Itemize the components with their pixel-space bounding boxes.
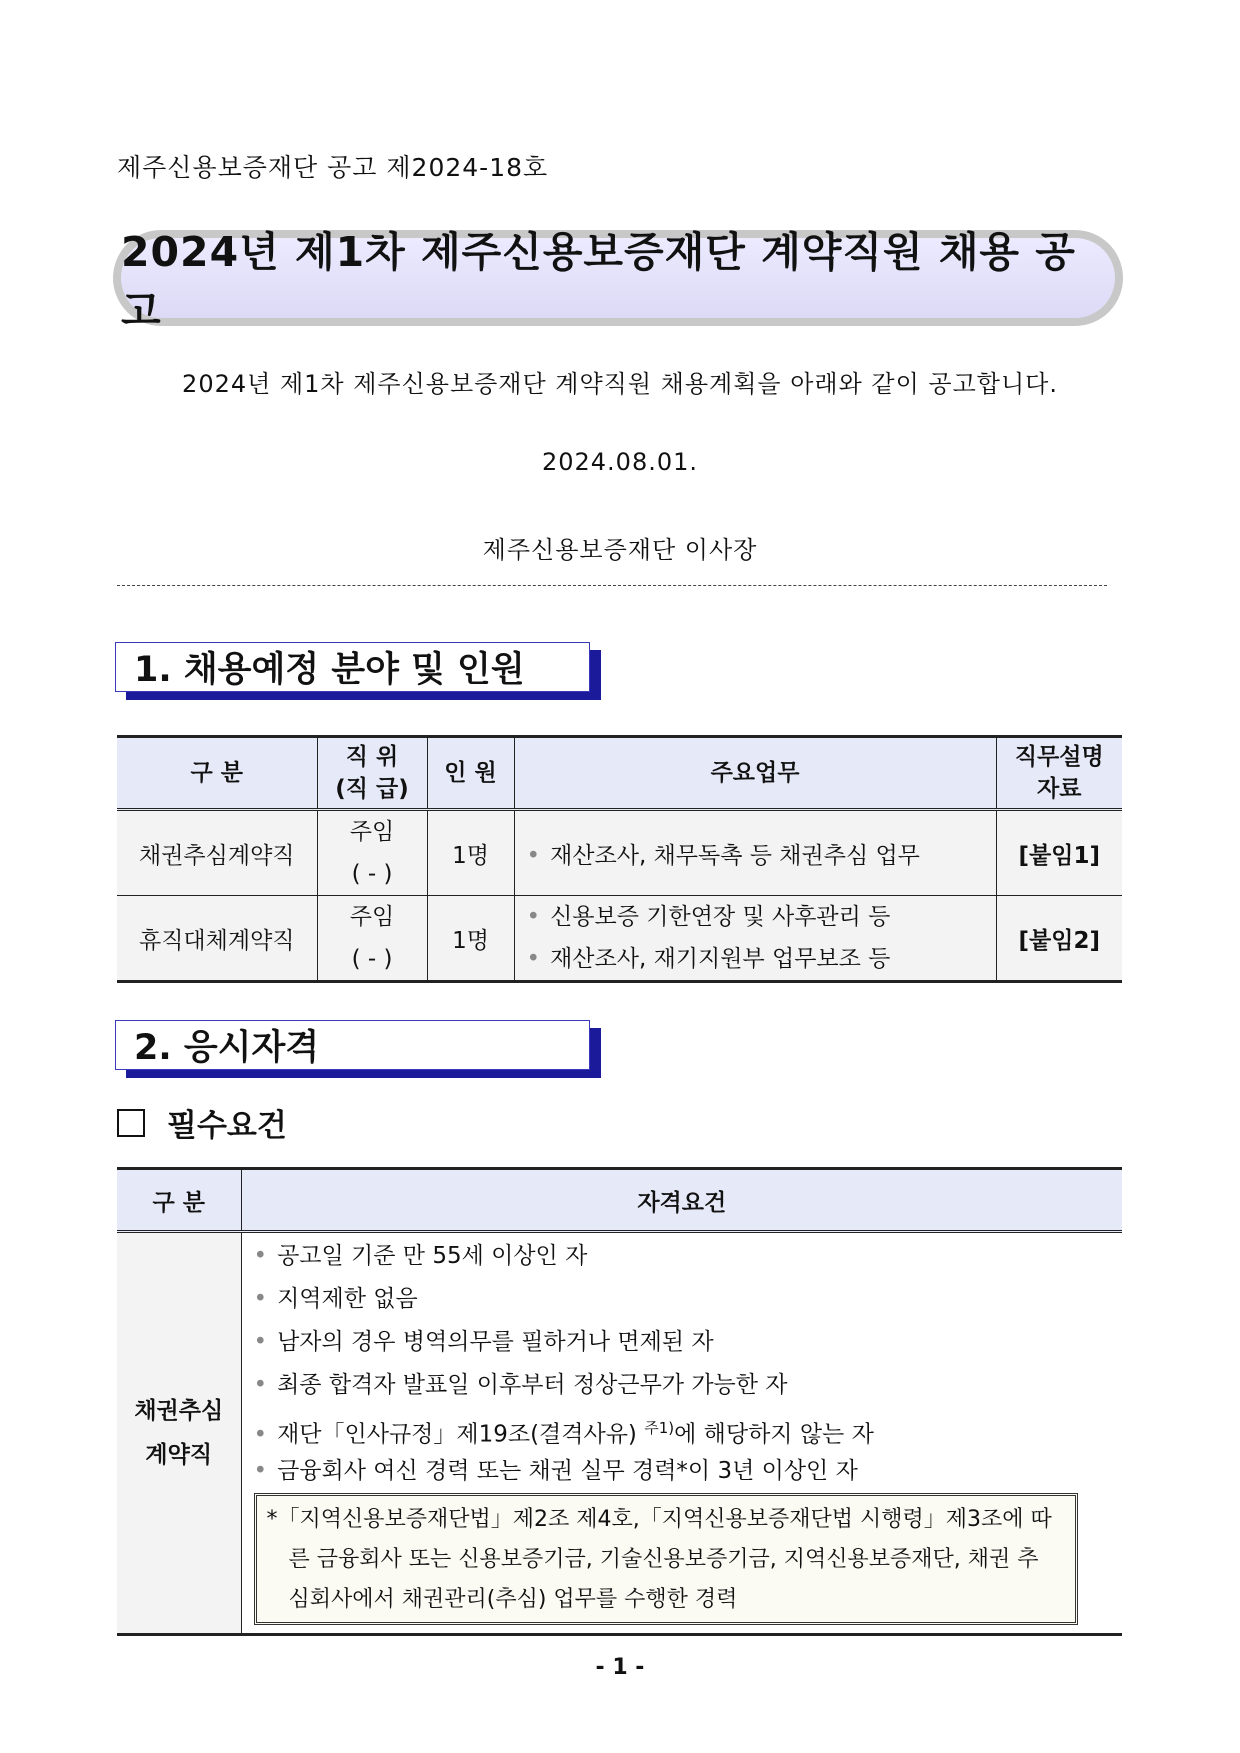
footnote-box: *「지역신용보증재단법」제2조 제4호,「지역신용보증재단법 시행령」제3조에 따 른 금융회사 또는 신용보증기금, 기술신용보증기금, 지역신용보증재단, 채권 추 심회사에서 채권관리(추심) 업무를 수행한 경력 bbox=[254, 1493, 1079, 1625]
recruitment-table bbox=[117, 735, 1122, 983]
list-item: • 공고일 기준 만 55세 이상인 자 bbox=[253, 1243, 588, 1269]
row-attachment: [붙임1] bbox=[996, 810, 1122, 896]
table-header-row bbox=[117, 737, 1122, 810]
header-category: 구 분 bbox=[117, 1169, 241, 1232]
bullet-icon: • bbox=[253, 1243, 268, 1269]
signatory: 제주신용보증재단 이사장 bbox=[482, 536, 758, 564]
list-item: • 재단「인사규정」제19조(결격사유) $^{주1)}$에 해당하지 않는 자 bbox=[253, 1419, 874, 1448]
bullet-icon: • bbox=[253, 1329, 268, 1355]
row-duties: • 신용보증 기한연장 및 사후관리 등 • 재산조사, 재기지원부 업무보조 등 bbox=[514, 896, 996, 982]
qualification-table bbox=[117, 1167, 1122, 1636]
row-attachment: [붙임2] bbox=[996, 896, 1122, 982]
header-attachment: 직무설명 자료 bbox=[996, 737, 1122, 810]
bullet-icon: • bbox=[253, 1458, 268, 1484]
header-requirements: 자격요건 bbox=[241, 1169, 1122, 1232]
header-duties: 주요업무 bbox=[514, 737, 996, 810]
table-row bbox=[117, 896, 1122, 982]
row-headcount: 1명 bbox=[427, 896, 514, 982]
notice-number: 제주신용보증재단 공고 제2024-18호 bbox=[117, 153, 549, 182]
header-position: 직 위 (직 급) bbox=[317, 737, 427, 810]
header-headcount: 인 원 bbox=[427, 737, 514, 810]
table-row bbox=[117, 1232, 1122, 1635]
title-banner bbox=[113, 228, 1123, 335]
footnote-mark: 주1) bbox=[644, 1419, 675, 1437]
document-title: 2024년 제1차 제주신용보증재단 계약직원 채용 공고 bbox=[121, 228, 1076, 335]
list-item: • 지역제한 없음 bbox=[253, 1286, 418, 1312]
subheading-required: 필수요건 bbox=[117, 1100, 287, 1145]
row-position: 주임 ( - ) bbox=[317, 810, 427, 896]
lead-text: 2024년 제1차 제주신용보증재단 계약직원 채용계획을 아래와 같이 공고합니다. bbox=[182, 370, 1058, 398]
bullet-icon: • bbox=[253, 1421, 268, 1448]
row-duties: • 재산조사, 채무독촉 등 채권추심 업무 bbox=[514, 810, 996, 896]
row-category: 채권추심 계약직 bbox=[117, 1232, 241, 1635]
row-headcount: 1명 bbox=[427, 810, 514, 896]
header-category: 구 분 bbox=[117, 737, 317, 810]
bullet-icon: • bbox=[253, 1286, 268, 1312]
list-item: • 금융회사 여신 경력 또는 채권 실무 경력*이 3년 이상인 자 bbox=[253, 1458, 858, 1484]
row-category: 휴직대체계약직 bbox=[117, 896, 317, 982]
section-2-heading: 2. 응시자격 bbox=[115, 1020, 590, 1070]
table-header-row bbox=[117, 1169, 1122, 1232]
bullet-icon: • bbox=[526, 842, 541, 869]
row-category: 채권추심계약직 bbox=[117, 810, 317, 896]
page-number: - 1 - bbox=[595, 1655, 645, 1680]
requirements-list bbox=[242, 1233, 1123, 1493]
bullet-icon: • bbox=[526, 946, 541, 972]
requirements-cell bbox=[241, 1232, 1122, 1635]
bullet-icon: • bbox=[526, 904, 541, 930]
notice-date: 2024.08.01. bbox=[541, 448, 699, 476]
table-row bbox=[117, 810, 1122, 896]
bullet-icon: • bbox=[253, 1372, 268, 1398]
list-item: • 최종 합격자 발표일 이후부터 정상근무가 가능한 자 bbox=[253, 1372, 788, 1398]
list-item: • 남자의 경우 병역의무를 필하거나 면제된 자 bbox=[253, 1329, 714, 1355]
section-1-heading: 1. 채용예정 분야 및 인원 bbox=[115, 642, 590, 692]
checkbox-icon bbox=[117, 1109, 145, 1137]
row-position: 주임 ( - ) bbox=[317, 896, 427, 982]
dashed-divider bbox=[117, 585, 1107, 586]
